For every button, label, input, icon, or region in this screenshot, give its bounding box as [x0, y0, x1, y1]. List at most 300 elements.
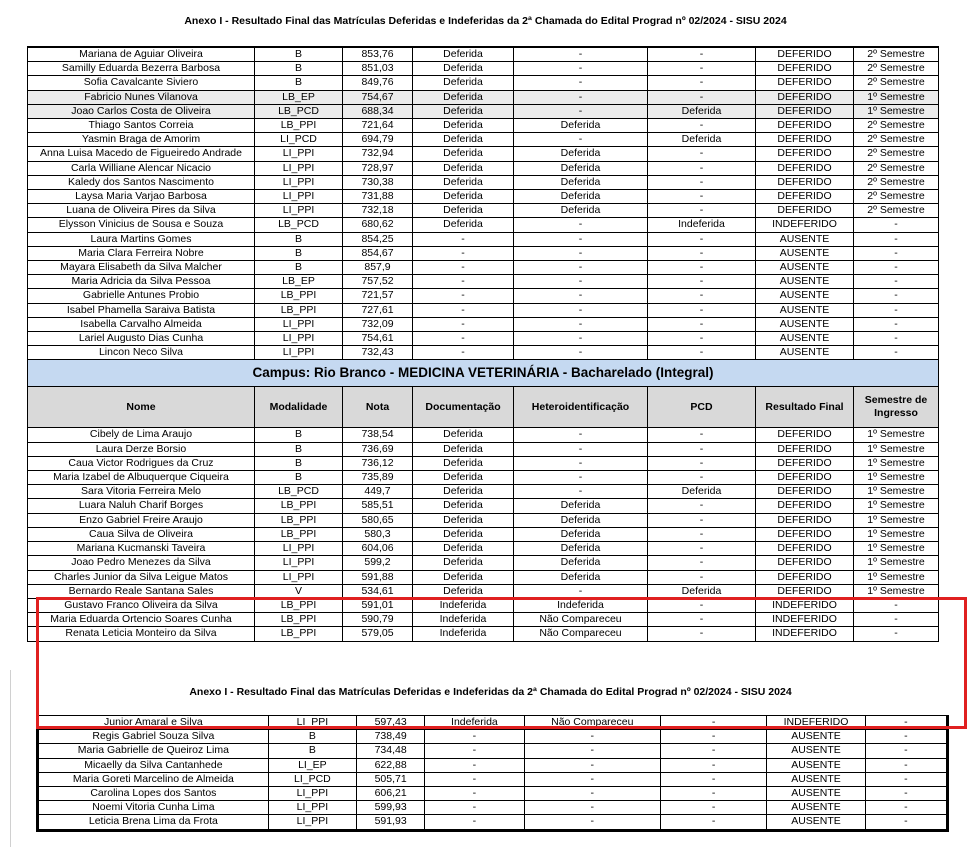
table-cell: DEFERIDO — [756, 161, 854, 175]
table-cell: Anna Luisa Macedo de Figueiredo Andrade — [28, 147, 255, 161]
table-cell: DEFERIDO — [756, 471, 854, 485]
table-cell: B — [255, 261, 343, 275]
table-cell: - — [425, 801, 524, 815]
table-cell: DEFERIDO — [756, 190, 854, 204]
table-cell: INDEFERIDO — [756, 627, 854, 641]
table-cell: Noemi Vitoria Cunha Lima — [38, 801, 269, 815]
table-cell: - — [514, 218, 648, 232]
table-cell: 2º Semestre — [854, 119, 939, 133]
table-cell: LI_PPI — [255, 317, 343, 331]
table-cell: 736,12 — [343, 456, 413, 470]
table-cell: 591,88 — [343, 570, 413, 584]
table-row — [38, 744, 948, 758]
table-cell: - — [514, 346, 648, 360]
table-cell: 2º Semestre — [854, 76, 939, 90]
table-cell: Deferida — [514, 542, 648, 556]
table-row — [28, 104, 939, 118]
table-cell: LI_PPI — [255, 556, 343, 570]
table-cell: DEFERIDO — [756, 204, 854, 218]
table-cell: - — [648, 346, 756, 360]
table-cell: Gabrielle Antunes Probio — [28, 289, 255, 303]
table-row — [28, 471, 939, 485]
table-cell: - — [413, 289, 514, 303]
table-cell: Lariel Augusto Dias Cunha — [28, 332, 255, 346]
table-cell: B — [255, 232, 343, 246]
page-title: Anexo I - Resultado Final das Matrículas Deferidas e Indeferidas da 2ª Chamada do Edital Prograd nº 02/2024 - SISU 2024 — [184, 15, 787, 27]
table-cell: - — [661, 744, 767, 758]
table-cell: LB_PPI — [255, 499, 343, 513]
table-cell: Joao Carlos Costa de Oliveira — [28, 104, 255, 118]
table-cell: B — [268, 744, 356, 758]
table-cell: - — [648, 204, 756, 218]
table-cell: - — [854, 303, 939, 317]
table-cell: LI_PPI — [255, 161, 343, 175]
table-cell: 732,94 — [343, 147, 413, 161]
table-cell: - — [854, 332, 939, 346]
table-cell: - — [648, 317, 756, 331]
table-cell: 580,65 — [343, 513, 413, 527]
table-cell: - — [514, 471, 648, 485]
table-cell: 754,61 — [343, 332, 413, 346]
table-cell: - — [865, 758, 947, 772]
table-cell: - — [854, 598, 939, 612]
table-row — [28, 161, 939, 175]
table-cell: 1º Semestre — [854, 584, 939, 598]
table-cell: Indeferida — [413, 598, 514, 612]
column-header: Nome — [28, 387, 255, 428]
table-cell: - — [648, 527, 756, 541]
table-cell: 694,79 — [343, 133, 413, 147]
table-cell: 857,9 — [343, 261, 413, 275]
table-cell: - — [854, 246, 939, 260]
table-cell: LB_PPI — [255, 289, 343, 303]
table-row — [28, 246, 939, 260]
table-cell: - — [648, 303, 756, 317]
table-cell: 585,51 — [343, 499, 413, 513]
table-cell: Gustavo Franco Oliveira da Silva — [28, 598, 255, 612]
page2-rows — [38, 716, 948, 831]
table-cell: AUSENTE — [756, 317, 854, 331]
table-row — [28, 190, 939, 204]
table-cell: 754,67 — [343, 90, 413, 104]
table-cell: 2º Semestre — [854, 161, 939, 175]
table-cell: Indeferida — [413, 613, 514, 627]
table-cell: DEFERIDO — [756, 570, 854, 584]
table-cell: 731,88 — [343, 190, 413, 204]
table-cell: LI_PPI — [255, 204, 343, 218]
column-header-row — [28, 387, 939, 428]
table-cell: - — [514, 104, 648, 118]
table-cell: - — [661, 730, 767, 744]
table-cell: Mariana de Aguiar Oliveira — [28, 47, 255, 62]
table-cell: LB_PPI — [255, 598, 343, 612]
table-row — [38, 815, 948, 830]
table-cell: 1º Semestre — [854, 442, 939, 456]
table-cell: Yasmin Braga de Amorim — [28, 133, 255, 147]
table-cell: Deferida — [514, 527, 648, 541]
table-cell: Mayara Elisabeth da Silva Malcher — [28, 261, 255, 275]
table-cell: Deferida — [413, 218, 514, 232]
table-cell: Enzo Gabriel Freire Araujo — [28, 513, 255, 527]
table-cell: AUSENTE — [767, 801, 865, 815]
table-cell: Deferida — [413, 204, 514, 218]
table-row — [28, 527, 939, 541]
table-cell: Deferida — [413, 119, 514, 133]
table-cell: 2º Semestre — [854, 147, 939, 161]
table-cell: - — [648, 627, 756, 641]
table-cell: B — [255, 246, 343, 260]
table-cell: - — [514, 289, 648, 303]
table-cell: - — [514, 317, 648, 331]
table-cell: Deferida — [413, 556, 514, 570]
table-cell: Luana de Oliveira Pires da Silva — [28, 204, 255, 218]
table-cell: 757,52 — [343, 275, 413, 289]
table-cell: - — [854, 613, 939, 627]
table-row — [28, 47, 939, 62]
table-cell: - — [648, 90, 756, 104]
table-cell: LB_EP — [255, 90, 343, 104]
table-cell: LB_PPI — [255, 527, 343, 541]
table-row — [28, 204, 939, 218]
table-cell: - — [514, 90, 648, 104]
table-cell: Sara Vitoria Ferreira Melo — [28, 485, 255, 499]
table-cell: Deferida — [648, 485, 756, 499]
table-cell: Deferida — [413, 527, 514, 541]
table-cell: - — [514, 47, 648, 62]
table-cell: DEFERIDO — [756, 62, 854, 76]
table-row — [28, 570, 939, 584]
table-cell: - — [865, 730, 947, 744]
campus-title: Campus: Rio Branco - MEDICINA VETERINÁRIA - Bacharelado (Integral) — [28, 360, 939, 387]
table-cell: 734,48 — [357, 744, 425, 758]
table-cell: 580,3 — [343, 527, 413, 541]
table-cell: LB_PPI — [255, 627, 343, 641]
table-cell: - — [648, 570, 756, 584]
table-cell: Maria Eduarda Ortencio Soares Cunha — [28, 613, 255, 627]
table-cell: 1º Semestre — [854, 428, 939, 442]
table-cell: B — [255, 428, 343, 442]
table-cell: AUSENTE — [767, 772, 865, 786]
table-row — [28, 232, 939, 246]
table-cell: - — [413, 232, 514, 246]
column-header: Semestre de Ingresso — [854, 387, 939, 428]
table-cell: Isabella Carvalho Almeida — [28, 317, 255, 331]
table-cell: AUSENTE — [767, 787, 865, 801]
table-row — [28, 317, 939, 331]
table-cell: LI_PCD — [255, 133, 343, 147]
table-cell: Deferida — [413, 147, 514, 161]
table-cell: Mariana Kucmanski Taveira — [28, 542, 255, 556]
table-cell: DEFERIDO — [756, 119, 854, 133]
table-row — [28, 513, 939, 527]
table-cell: Bernardo Reale Santana Sales — [28, 584, 255, 598]
table-cell: - — [865, 716, 947, 730]
table-row — [28, 332, 939, 346]
table-cell: Lincon Neco Silva — [28, 346, 255, 360]
table-cell: - — [524, 730, 660, 744]
table-cell: Indeferida — [413, 627, 514, 641]
table-cell: 2º Semestre — [854, 133, 939, 147]
table-cell: - — [524, 772, 660, 786]
table-cell: 534,61 — [343, 584, 413, 598]
table-cell: - — [648, 76, 756, 90]
table-cell: - — [648, 513, 756, 527]
table-cell: Deferida — [514, 175, 648, 189]
table-cell: 728,97 — [343, 161, 413, 175]
table-cell: DEFERIDO — [756, 513, 854, 527]
table-cell: - — [514, 133, 648, 147]
table-cell: Deferida — [413, 456, 514, 470]
table-cell: - — [514, 442, 648, 456]
table-cell: LB_PCD — [255, 104, 343, 118]
table-cell: 604,06 — [343, 542, 413, 556]
table-cell: 1º Semestre — [854, 90, 939, 104]
table-cell: Carolina Lopes dos Santos — [38, 787, 269, 801]
table-cell: INDEFERIDO — [756, 613, 854, 627]
table-cell: LI_PPI — [255, 332, 343, 346]
table-cell: Maria Clara Ferreira Nobre — [28, 246, 255, 260]
table-cell: LB_PPI — [255, 513, 343, 527]
table-cell: AUSENTE — [756, 289, 854, 303]
column-header: Heteroidentificação — [514, 387, 648, 428]
table-cell: 2º Semestre — [854, 190, 939, 204]
table-cell: 2º Semestre — [854, 175, 939, 189]
table-cell: 2º Semestre — [854, 62, 939, 76]
table-cell: - — [648, 556, 756, 570]
table-cell: 849,76 — [343, 76, 413, 90]
table-cell: DEFERIDO — [756, 485, 854, 499]
table-cell: Deferida — [413, 133, 514, 147]
table-cell: - — [854, 218, 939, 232]
table-cell: 732,18 — [343, 204, 413, 218]
table-cell: Deferida — [413, 90, 514, 104]
table-row — [28, 90, 939, 104]
table-cell: Deferida — [413, 442, 514, 456]
table-cell: Joao Pedro Menezes da Silva — [28, 556, 255, 570]
table-cell: - — [413, 317, 514, 331]
column-header: Documentação — [413, 387, 514, 428]
table-cell: 1º Semestre — [854, 570, 939, 584]
table-cell: Deferida — [413, 175, 514, 189]
table-cell: 735,89 — [343, 471, 413, 485]
table-cell: DEFERIDO — [756, 542, 854, 556]
table-cell: 688,34 — [343, 104, 413, 118]
table-row — [38, 730, 948, 744]
table-cell: - — [514, 62, 648, 76]
table-cell: Deferida — [514, 119, 648, 133]
table-cell: 1º Semestre — [854, 485, 939, 499]
table-row — [28, 261, 939, 275]
table-cell: LI_PPI — [255, 190, 343, 204]
table-row — [28, 428, 939, 442]
table-cell: LI_PPI — [268, 801, 356, 815]
table-cell: 721,57 — [343, 289, 413, 303]
table-row — [28, 542, 939, 556]
table-cell: Deferida — [514, 570, 648, 584]
table-cell: - — [648, 442, 756, 456]
table-cell: - — [514, 76, 648, 90]
table-cell: 1º Semestre — [854, 556, 939, 570]
table-cell: - — [514, 584, 648, 598]
table-cell: Deferida — [413, 471, 514, 485]
table-cell: LB_PPI — [255, 303, 343, 317]
table-cell: Deferida — [514, 556, 648, 570]
table-cell: Deferida — [413, 62, 514, 76]
table-cell: Leticia Brena Lima da Frota — [38, 815, 269, 830]
table-cell: - — [413, 275, 514, 289]
table-cell: - — [865, 772, 947, 786]
table-cell: - — [413, 246, 514, 260]
column-header: Modalidade — [255, 387, 343, 428]
table-row — [38, 772, 948, 786]
table-cell: - — [661, 815, 767, 830]
table-cell: - — [648, 119, 756, 133]
table-cell: DEFERIDO — [756, 442, 854, 456]
table-cell: - — [648, 613, 756, 627]
table-cell: - — [648, 499, 756, 513]
table-cell: 1º Semestre — [854, 499, 939, 513]
table-cell: - — [661, 716, 767, 730]
table-cell: - — [865, 787, 947, 801]
table-cell: 732,09 — [343, 317, 413, 331]
table-cell: 738,54 — [343, 428, 413, 442]
table-cell: Não Compareceu — [514, 627, 648, 641]
table-cell: Deferida — [413, 190, 514, 204]
table-cell: LI_PPI — [255, 346, 343, 360]
table-row — [28, 133, 939, 147]
table-row — [38, 716, 948, 730]
table-cell: DEFERIDO — [756, 456, 854, 470]
table-cell: LB_PCD — [255, 218, 343, 232]
table-cell: Laura Derze Borsio — [28, 442, 255, 456]
table-cell: Indeferida — [648, 218, 756, 232]
table-cell: Indeferida — [514, 598, 648, 612]
table-cell: Deferida — [413, 584, 514, 598]
table-cell: Deferida — [514, 147, 648, 161]
table-cell: - — [514, 232, 648, 246]
table-cell: LI_PPI — [268, 787, 356, 801]
table-cell: 591,01 — [343, 598, 413, 612]
table-cell: - — [514, 332, 648, 346]
table-cell: 579,05 — [343, 627, 413, 641]
table-cell: Cibely de Lima Araujo — [28, 428, 255, 442]
table-cell: V — [255, 584, 343, 598]
table-cell: 1º Semestre — [854, 456, 939, 470]
table-cell: 853,76 — [343, 47, 413, 62]
table-cell: - — [661, 787, 767, 801]
table-cell: LI_PPI — [255, 570, 343, 584]
table-cell: - — [648, 332, 756, 346]
table-cell: Luara Naluh Charif Borges — [28, 499, 255, 513]
table-row — [38, 787, 948, 801]
table-cell: Deferida — [514, 499, 648, 513]
table-cell: - — [425, 730, 524, 744]
table-cell: INDEFERIDO — [756, 218, 854, 232]
table-cell: - — [425, 787, 524, 801]
table-cell: - — [648, 456, 756, 470]
table-cell: LI_PPI — [268, 815, 356, 830]
table-cell: AUSENTE — [756, 346, 854, 360]
table-cell: Maria Adricia da Silva Pessoa — [28, 275, 255, 289]
table-cell: - — [648, 62, 756, 76]
table-row — [28, 485, 939, 499]
table-cell: - — [648, 471, 756, 485]
table-cell: - — [413, 261, 514, 275]
table-cell: - — [648, 261, 756, 275]
results-table-page2 — [36, 715, 949, 832]
table-cell: - — [648, 598, 756, 612]
table-cell: - — [661, 801, 767, 815]
table-cell: Carla Williane Alencar Nicacio — [28, 161, 255, 175]
table-cell: Caua Silva de Oliveira — [28, 527, 255, 541]
table-row — [28, 584, 939, 598]
table-cell: Deferida — [413, 542, 514, 556]
table-cell: - — [648, 246, 756, 260]
table-row — [28, 556, 939, 570]
table-cell: LB_PCD — [255, 485, 343, 499]
table-cell: B — [255, 76, 343, 90]
table-cell: - — [865, 744, 947, 758]
table-cell: Deferida — [648, 133, 756, 147]
table-cell: 736,69 — [343, 442, 413, 456]
table-row — [28, 346, 939, 360]
table-cell: Fabricio Nunes Vilanova — [28, 90, 255, 104]
table-cell: AUSENTE — [756, 246, 854, 260]
table-row — [28, 62, 939, 76]
table-cell: Kaledy dos Santos Nascimento — [28, 175, 255, 189]
table-cell: 732,43 — [343, 346, 413, 360]
table-cell: Deferida — [514, 513, 648, 527]
table-cell: - — [648, 232, 756, 246]
table-cell: DEFERIDO — [756, 47, 854, 62]
table-cell: - — [524, 744, 660, 758]
table-cell: Charles Junior da Silva Leigue Matos — [28, 570, 255, 584]
table-cell: - — [648, 147, 756, 161]
table-cell: INDEFERIDO — [767, 716, 865, 730]
table-cell: LB_PPI — [255, 613, 343, 627]
table-cell: Deferida — [413, 47, 514, 62]
table-cell: 622,88 — [357, 758, 425, 772]
table-cell: AUSENTE — [767, 758, 865, 772]
table-cell: 738,49 — [357, 730, 425, 744]
table-cell: - — [854, 261, 939, 275]
table-cell: DEFERIDO — [756, 90, 854, 104]
table-cell: 721,64 — [343, 119, 413, 133]
results-table-page1 — [27, 46, 939, 642]
table-cell: DEFERIDO — [756, 104, 854, 118]
table-row — [28, 76, 939, 90]
table-cell: - — [865, 801, 947, 815]
table-cell: LB_PPI — [255, 119, 343, 133]
table-cell: 2º Semestre — [854, 204, 939, 218]
table-cell: - — [524, 801, 660, 815]
table-row — [28, 147, 939, 161]
table-cell: DEFERIDO — [756, 428, 854, 442]
table-cell: AUSENTE — [756, 303, 854, 317]
table-cell: Junior Amaral e Silva — [38, 716, 269, 730]
table-cell: AUSENTE — [767, 815, 865, 830]
table-cell: - — [648, 542, 756, 556]
table-cell: - — [661, 758, 767, 772]
table-cell: Renata Leticia Monteiro da Silva — [28, 627, 255, 641]
table-cell: AUSENTE — [756, 261, 854, 275]
table-cell: AUSENTE — [756, 232, 854, 246]
table-cell: Não Compareceu — [524, 716, 660, 730]
table-cell: LB_EP — [255, 275, 343, 289]
table-cell: LI_PPI — [255, 147, 343, 161]
table-cell: LI_PCD — [268, 772, 356, 786]
table-cell: Laysa Maria Varjao Barbosa — [28, 190, 255, 204]
